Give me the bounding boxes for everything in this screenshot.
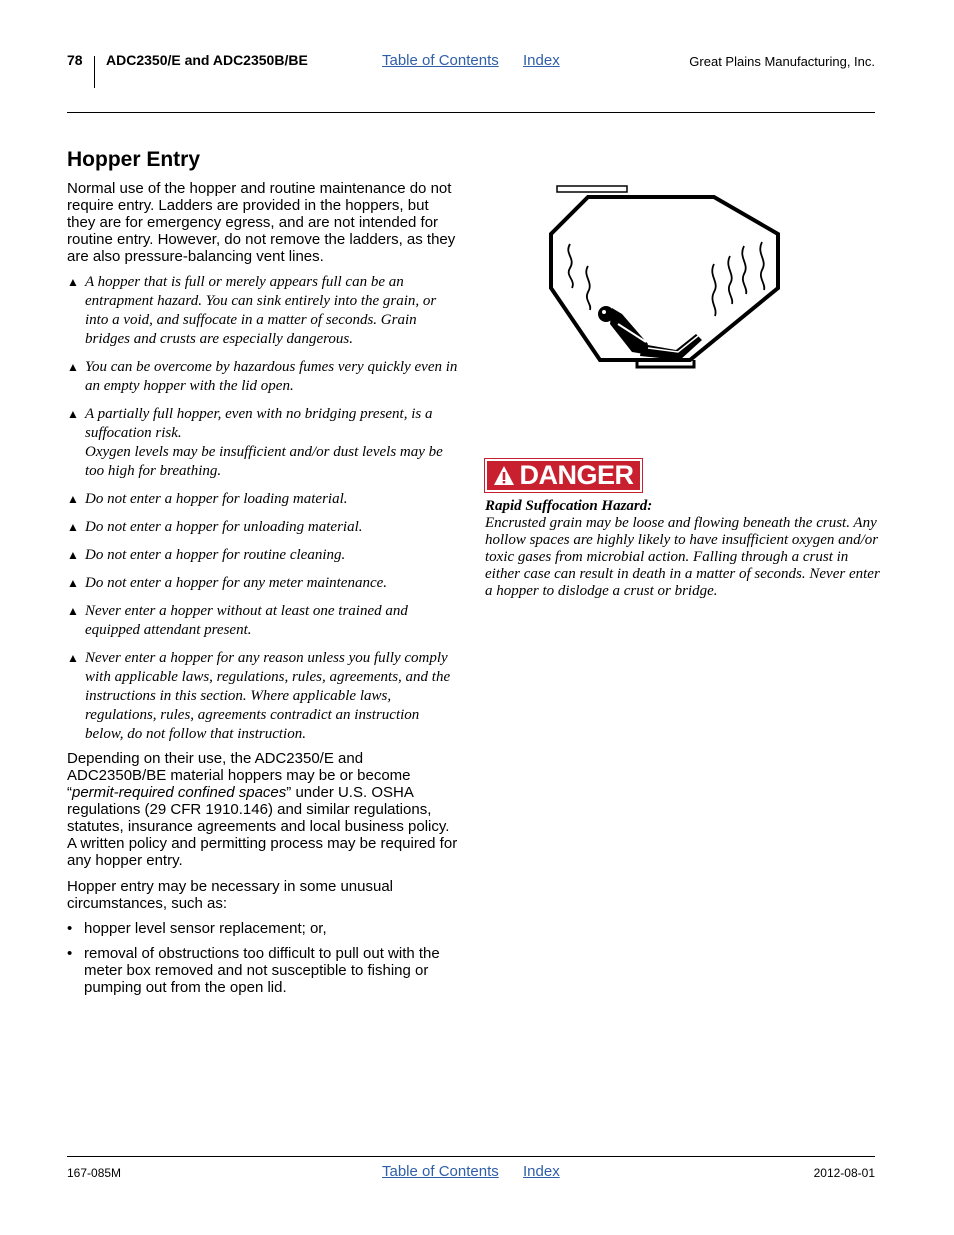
header-divider [94, 56, 95, 88]
warning-list [67, 273, 459, 753]
header-rule [67, 112, 875, 113]
document-number: 167-085M [67, 1166, 122, 1180]
warning-triangle-icon: ▲ [67, 604, 79, 618]
entry-bullet-list [67, 920, 459, 1004]
footer-toc-link[interactable]: Table of Contents [382, 1163, 499, 1180]
warning-item: ▲ Do not enter a hopper for any meter maintenance. [67, 575, 388, 591]
warning-triangle-icon: ▲ [67, 548, 79, 562]
warning-triangle-icon: ▲ [67, 407, 79, 421]
danger-safety-label [485, 459, 642, 492]
company-name: Great Plains Manufacturing, Inc. [689, 54, 875, 69]
footer-rule [67, 1156, 875, 1157]
permit-term: permit-required confined spaces [72, 784, 287, 801]
warning-item: ▲ A partially full hopper, even with no bridging present, is a suffocation risk. Oxygen levels may be insufficient and/or dust levels may be too high for breathing. [67, 406, 443, 479]
header-index-link[interactable]: Index [523, 52, 560, 69]
entry-paragraph: Hopper entry may be necessary in some unusual circumstances, such as: [67, 878, 394, 912]
warning-triangle-icon: ▲ [67, 576, 79, 590]
warning-item: ▲ Never enter a hopper without at least one trained and equipped attendant present. [67, 603, 408, 638]
header-toc-link[interactable]: Table of Contents [382, 52, 499, 69]
list-item: • removal of obstructions too difficult to pull out with the meter box removed and not susceptible to fishing or pumping out from the open lid. [67, 945, 440, 996]
warning-triangle-icon: ▲ [67, 275, 79, 289]
section-title: Hopper Entry [67, 148, 201, 171]
page-number: 78 [67, 52, 83, 68]
danger-message [485, 498, 885, 600]
warning-item: ▲ Do not enter a hopper for loading material. [67, 491, 348, 507]
warning-triangle-icon: ▲ [67, 651, 79, 665]
warning-extra: Oxygen levels may be insufficient and/or dust levels may be too high for breathing. [85, 444, 443, 479]
hopper-entrapment-illustration [548, 184, 780, 370]
revision-date: 2012-08-01 [813, 1166, 875, 1180]
warning-triangle-icon: ▲ [67, 492, 79, 506]
danger-heading: Rapid Suffocation Hazard: [485, 498, 653, 514]
permit-paragraph: Depending on their use, the ADC2350/E and ADC2350B/BE material hoppers may be or become “permit-required confined spaces” under U.S. OSHA regulations (29 CFR 1910.146) and similar regulations, statutes, insurance agreements and local business policy. A written policy and permitting process may be required for any hopper entry. [67, 750, 458, 869]
warning-item: ▲ You can be overcome by hazardous fumes very quickly even in an empty hopper with the lid open. [67, 359, 458, 394]
warning-item: ▲ Never enter a hopper for any reason unless you fully comply with applicable laws, regulations, rules, agreements, and the instructions in this section. Where applicable laws, regulations, rules, agreements contradict an instruction below, do not follow that instruction. [67, 650, 451, 742]
warning-triangle-icon: ▲ [67, 520, 79, 534]
warning-triangle-icon [493, 465, 515, 487]
warning-item: ▲ Do not enter a hopper for unloading material. [67, 519, 363, 535]
intro-paragraph: Normal use of the hopper and routine maintenance do not require entry. Ladders are provided in the hoppers, but they are for emergency egress, and are not intended for routine entry. However, do not remove the ladders, as they are also pressure-balancing vent lines. [67, 180, 456, 265]
manual-title: ADC2350/E and ADC2350B/BE [106, 52, 308, 68]
danger-body: Encrusted grain may be loose and flowing beneath the crust. Any hollow spaces are highly likely to have insufficient oxygen and/or toxic gases from microbial action. Falling through a crust in either case can result in death in a matter of seconds. Never enter a hopper to dislodge a crust or bridge. [485, 515, 880, 599]
warning-item: ▲ A hopper that is full or merely appears full can be an entrapment hazard. You can sink entirely into the grain, or into a void, and suffocate in a matter of seconds. Grain bridges and crusts are especially dangerous. [67, 274, 437, 347]
danger-label-text: DANGER [519, 460, 634, 490]
warning-item: ▲ Do not enter a hopper for routine cleaning. [67, 547, 346, 563]
warning-triangle-icon: ▲ [67, 360, 79, 374]
list-item: • hopper level sensor replacement; or, [67, 920, 327, 937]
footer-index-link[interactable]: Index [523, 1163, 560, 1180]
